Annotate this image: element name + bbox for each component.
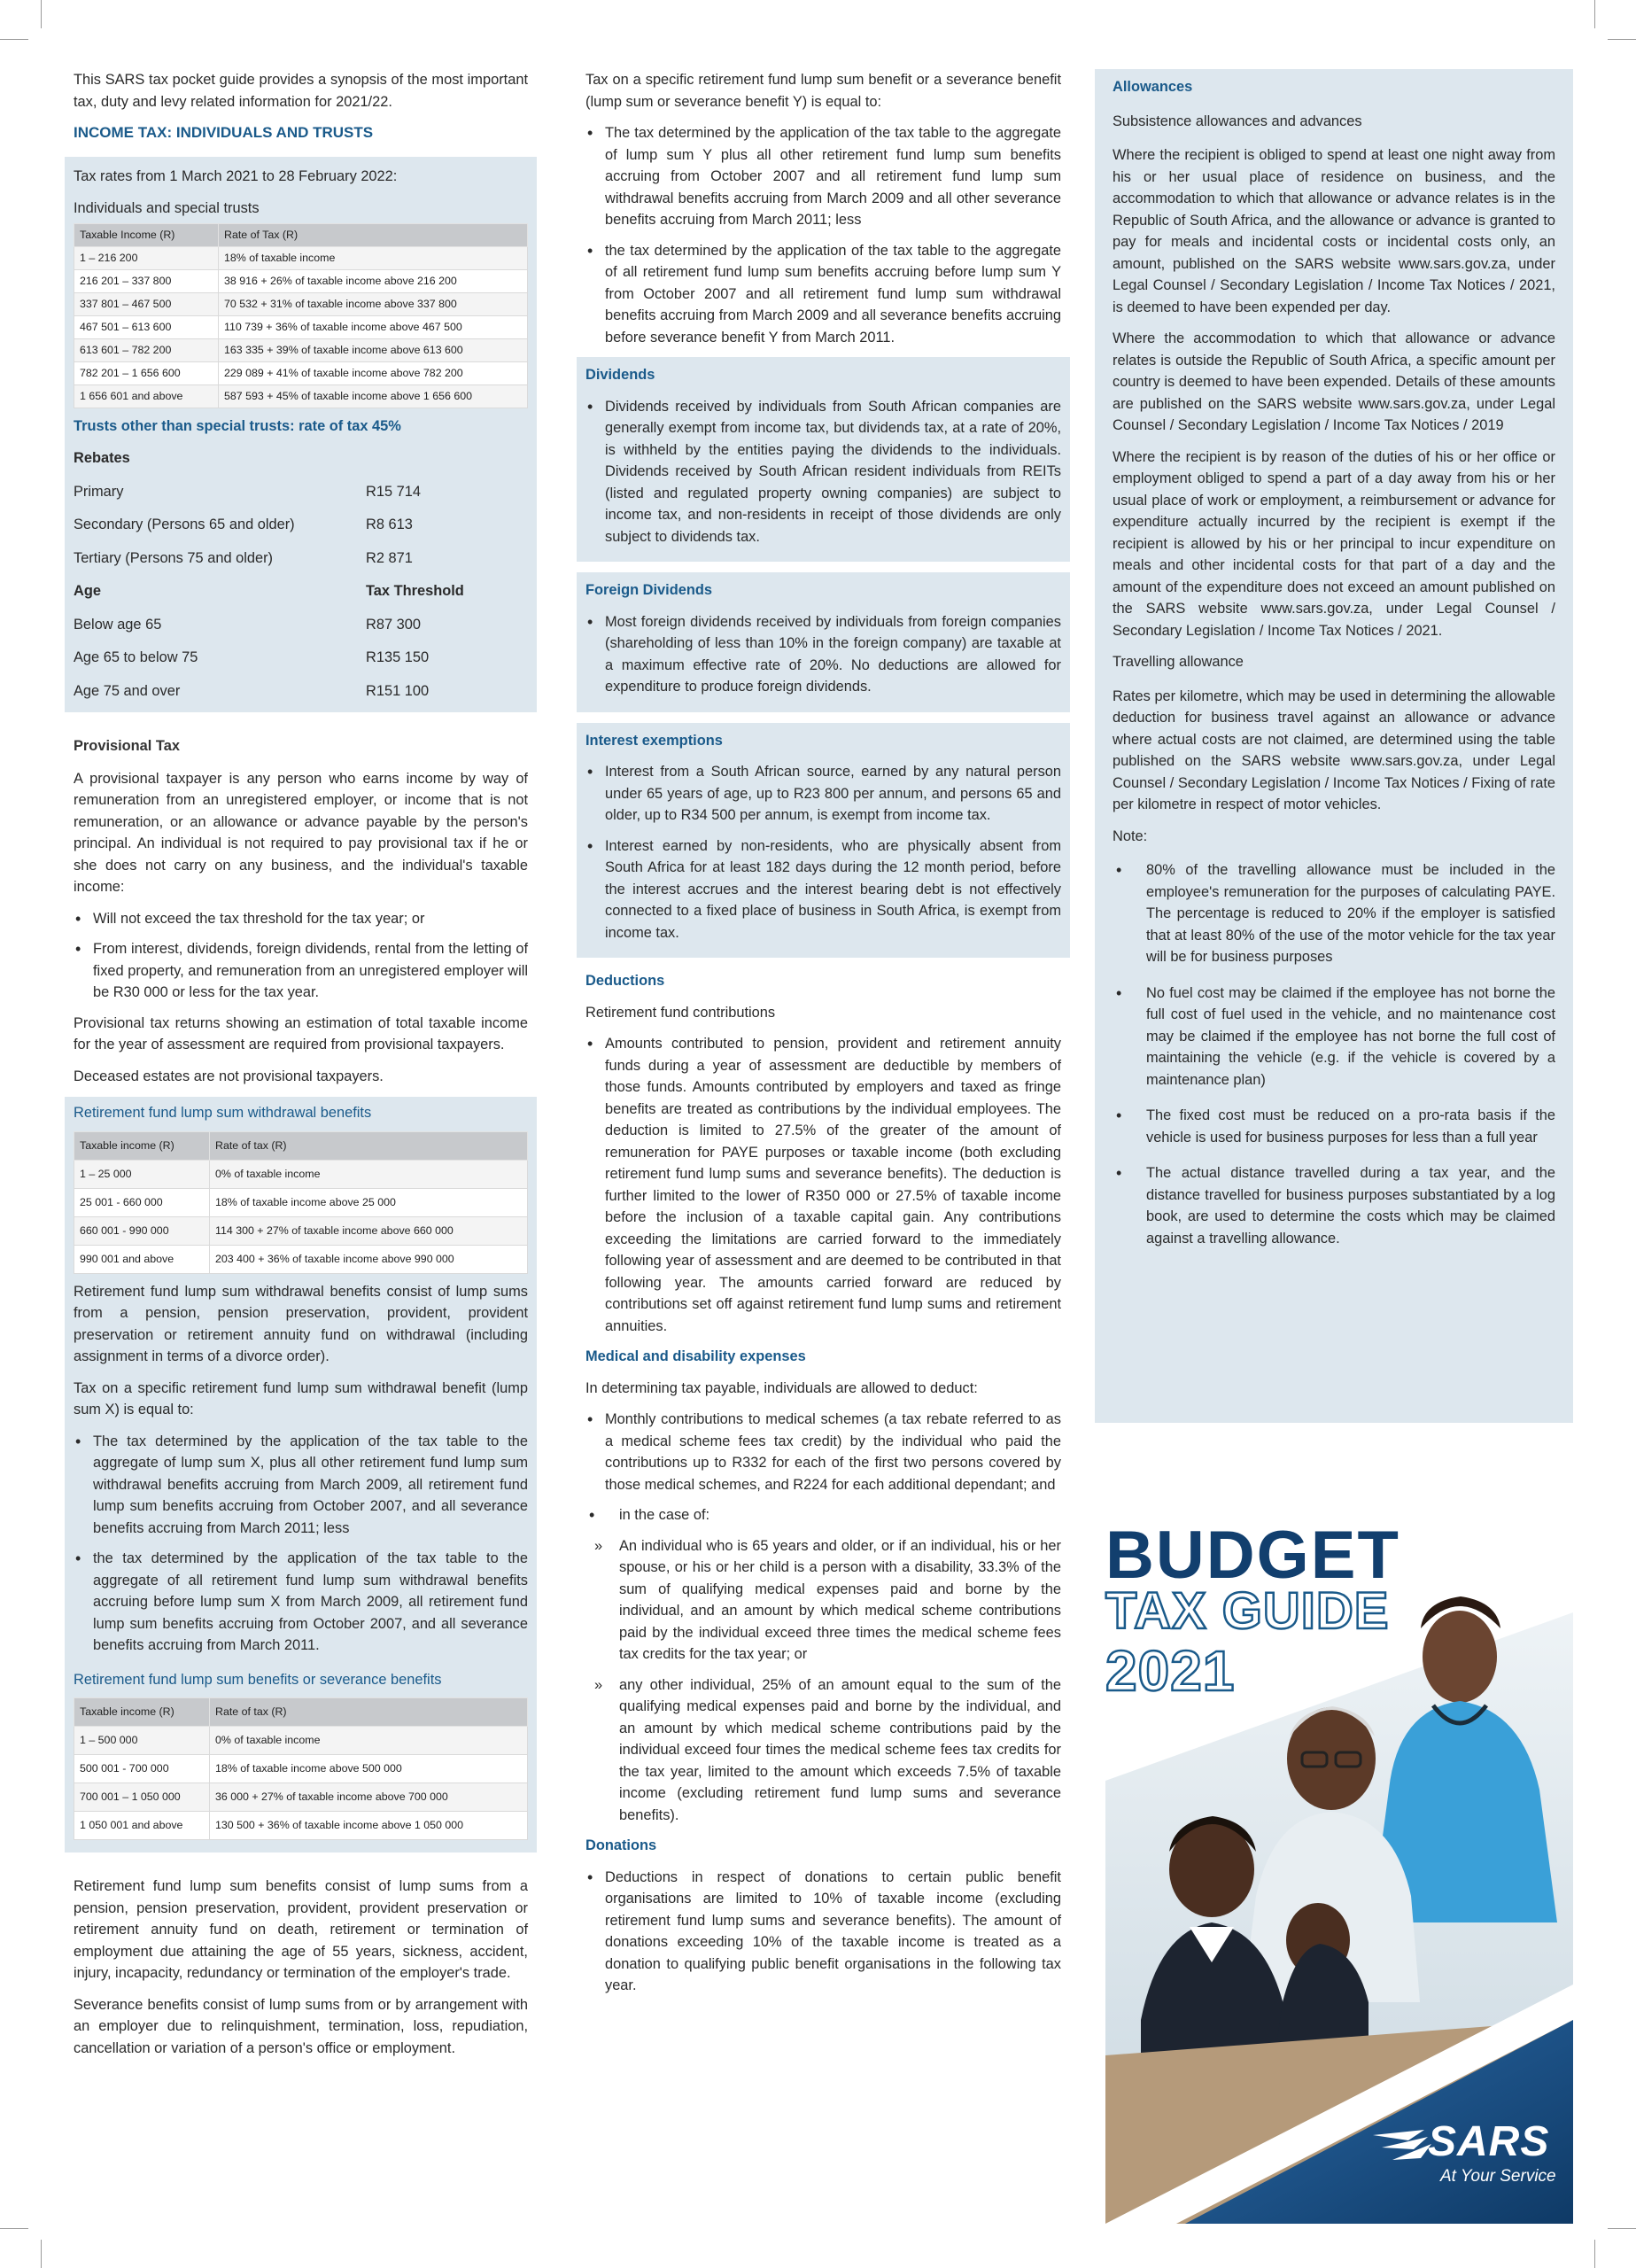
year-title: 2021 <box>1105 1639 1236 1703</box>
column-1 <box>74 69 528 2069</box>
table-cell: 0% of taxable income <box>210 1160 528 1188</box>
column-2 <box>585 69 1061 2006</box>
provisional-text: Provisional tax returns showing an estimation of total taxable income for the year of assessment are required from provisional taxpayers. <box>74 1014 528 1052</box>
medical-heading: Medical and disability expenses <box>585 1348 806 1364</box>
withdrawal-text: Retirement fund lump sum withdrawal benefits consist of lump sums from a pension, pension preservation, provident, provident preservation or retirement annuity fund on withdrawal (including assignment in terms of a divorce order). <box>74 1283 528 1364</box>
income-tax-heading: INCOME TAX: INDIVIDUALS AND TRUSTS <box>74 124 374 141</box>
interest-panel <box>577 723 1070 959</box>
withdrawal-list <box>74 1431 528 1657</box>
retirement-list <box>585 1033 1061 1337</box>
budget-title: BUDGET <box>1105 1518 1400 1593</box>
note-label: Note: <box>1113 827 1148 844</box>
list-item: • Dividends received by individuals from South African companies are generally exempt from income tax, but dividends tax, at a rate of 20%, is withheld by the entities paying the dividends to the individuals. Dividends received by South African resident individuals from REITs (listed and regulated property owning companies) are subject to income tax, and non-residents in receipt of those dividends are only subject to dividends tax. <box>585 396 1061 548</box>
individual-tax-table <box>74 223 528 408</box>
table-cell: 1 – 216 200 <box>74 246 219 269</box>
provisional-text: A provisional taxpayer is any person who earns income by way of remuneration from an unregistered employer, or income that is not remuneration, or an allowance or advance payable by the person's principal. An individual is not required to pay provisional tax if he or she does not carry on any business, and the individual's taxable income: <box>74 770 528 895</box>
list-item: • The tax determined by the application of the tax table to the aggregate of lump sum X, plus all other retirement fund lump sum withdrawal benefits accruing from March 2009, all retirement fund lump sum benefits accruing from October 2007, and all severance benefits accruing from March 2011; less <box>74 1431 528 1540</box>
table-row <box>74 1783 528 1812</box>
list-item: • The actual distance travelled during a tax year, and the distance travelled for business purposes substantiated by a log book, are used to determine the costs which may be claimed against a travelling allowance. <box>1113 1162 1555 1249</box>
withdrawal-heading: Retirement fund lump sum withdrawal benefits <box>74 1105 372 1121</box>
allowances-text: Rates per kilometre, which may be used in determining the allowable deduction for business travel against an allowance or advance where actual costs are not claimed, are determined using the table published on the SARS website www.sars.gov.za, under Legal Counsel / Secondary Legislation / Income Tax Notices / Fixing of rate per kilometre in respect of motor vehicles. <box>1113 687 1555 812</box>
rebate-row <box>74 514 528 536</box>
table-cell: 1 – 25 000 <box>74 1160 210 1188</box>
table-cell: 500 001 - 700 000 <box>74 1755 210 1783</box>
table-header: Taxable Income (R) <box>74 223 219 246</box>
threshold-value: R151 100 <box>366 682 430 699</box>
rebate-value: R15 714 <box>366 483 421 500</box>
table-cell: 660 001 - 990 000 <box>74 1216 210 1245</box>
crop-mark <box>1594 2240 1595 2268</box>
rebate-value: R2 871 <box>366 549 413 566</box>
table-cell: 36 000 + 27% of taxable income above 700 000 <box>210 1783 528 1812</box>
rates-period: Tax rates from 1 March 2021 to 28 February 2022: <box>74 167 398 184</box>
provisional-text: Deceased estates are not provisional taxpayers. <box>74 1068 384 1084</box>
medical-intro: In determining tax payable, individuals are allowed to deduct: <box>585 1379 978 1396</box>
retirement-contributions-label: Retirement fund contributions <box>585 1004 776 1021</box>
crop-mark <box>1594 0 1595 28</box>
allowances-heading: Allowances <box>1113 79 1193 95</box>
table-header: Taxable income (R) <box>74 1698 210 1727</box>
rebate-value: R8 613 <box>366 517 413 532</box>
allowances-panel <box>1095 69 1573 1423</box>
table-cell: 229 089 + 41% of taxable income above 782 200 <box>219 361 528 384</box>
intro-text: This SARS tax pocket guide provides a synopsis of the most important tax, duty and levy related information for 2021/22. <box>74 72 528 110</box>
list-item: • Deductions in respect of donations to certain public benefit organisations are limited to 10% of taxable income (excluding retirement fund lump sums and severance benefits). The amount of donations exceeding 10% of the taxable income is treated as a donation to qualifying public benefit organisations in the following tax year. <box>585 1867 1061 1997</box>
provisional-list <box>74 908 528 1004</box>
table-cell: 18% of taxable income <box>219 246 528 269</box>
table-row <box>74 338 528 361</box>
table-row <box>74 1755 528 1783</box>
threshold-value: R87 300 <box>366 616 421 633</box>
list-item: • the tax determined by the application of the tax table to the aggregate of all retirement fund lump sum withdrawal benefits accruing before lump sum X from March 2009, all retirement fund lump sum benefits accruing from October 2007, and all severance benefits accruing from March 2011. <box>74 1548 528 1657</box>
table-cell: 110 739 + 36% of taxable income above 467 500 <box>219 315 528 338</box>
table-cell: 203 400 + 36% of taxable income above 990 000 <box>210 1245 528 1273</box>
list-item: » An individual who is 65 years and older, or if an individual, his or her spouse, or his or her child is a person with a disability, 33.3% of the sum of qualifying medical expenses paid and borne by the individual, and an amount by which medical scheme contributions paid by the individual exceed three times the medical scheme fees tax credits for the tax year; or <box>585 1535 1061 1666</box>
crop-mark <box>41 2240 42 2268</box>
list-item: • Most foreign dividends received by individuals from foreign companies (shareholding of less than 10% in the foreign company) are taxable at a maximum effective rate of 20%. No deductions are allowed for expenditure to produce foreign dividends. <box>585 611 1061 698</box>
table-row <box>74 1188 528 1216</box>
table-cell: 25 001 - 660 000 <box>74 1188 210 1216</box>
list-item: • in the case of: <box>585 1504 1061 1526</box>
threshold-age: Age 65 to below 75 <box>74 649 198 665</box>
table-row <box>74 1160 528 1188</box>
table-header: Rate of tax (R) <box>210 1131 528 1160</box>
table-row <box>74 361 528 384</box>
table-header: Rate of tax (R) <box>210 1698 528 1727</box>
rebates-label: Rebates <box>74 450 130 466</box>
threshold-label: Tax Threshold <box>366 583 464 599</box>
lumpsum-text: Severance benefits consist of lump sums from or by arrangement with an employer due to relinquishment, termination, loss, repudiation, cancellation or variation of a person's office or employment. <box>74 1996 528 2056</box>
threshold-value: R135 150 <box>366 649 430 665</box>
list-item: • From interest, dividends, foreign dividends, rental from the letting of fixed property, and remuneration from an unregistered employer will be R30 000 or less for the tax year. <box>74 938 528 1004</box>
crop-mark <box>0 2228 28 2229</box>
individuals-subheading: Individuals and special trusts <box>74 200 260 216</box>
list-item: • Amounts contributed to pension, provident and retirement annuity funds during a year of assessment are deductible by members of those funds. Amounts contributed by employers and taxed as fringe benefits are treated as contributions by the individual employees. The deduction is limited to 27.5% of the greater of the amount of remuneration for PAYE purposes or taxable income (both excluding retirement fund lump sums and severance benefits). The deduction is further limited to the lower of R350 000 or 27.5% of taxable income before the inclusion of a taxable capital gain. Any contributions exceeding the limitations are carried forward to the immediately following year of assessment and are deemed to be contributed in that following year. The amounts carried forward are reduced by contributions set off against retirement fund lump sums and retirement annuities. <box>585 1033 1061 1337</box>
threshold-heading <box>74 580 528 602</box>
provisional-tax-heading: Provisional Tax <box>74 738 180 754</box>
severance-intro: Tax on a specific retirement fund lump sum benefit or a severance benefit (lump sum or severance benefit Y) is equal to: <box>585 72 1061 110</box>
lumpsum-heading: Retirement fund lump sum benefits or severance benefits <box>74 1671 442 1688</box>
list-item: • Interest from a South African source, earned by any natural person under 65 years of age, up to R23 800 per annum, and persons 65 and older, up to R34 500 per annum, is exempt from income tax. <box>585 761 1061 827</box>
threshold-row <box>74 647 528 669</box>
list-item: • Will not exceed the tax threshold for the tax year; or <box>74 908 528 930</box>
threshold-row <box>74 614 528 636</box>
list-item: • No fuel cost may be claimed if the employee has not borne the full cost of fuel used in the vehicle, and no maintenance cost may be claimed if the employee has not borne the full cost of maintaining the vehicle (e.g. if the vehicle is covered by a maintenance plan) <box>1113 983 1555 1091</box>
table-cell: 337 801 – 467 500 <box>74 292 219 315</box>
table-row <box>74 315 528 338</box>
tax-guide-title: TAX GUIDE <box>1105 1582 1390 1640</box>
list-item: • the tax determined by the application of the tax table to the aggregate of all retirement fund lump sum benefits accruing before lump sum Y from October 2007 and all retirement fund lump sum withdrawal benefits accruing from March 2009 and all severance benefits accruing before severance benefit Y from March 2011. <box>585 240 1061 349</box>
list-item: • Interest earned by non-residents, who are physically absent from South Africa for at least 182 days during the 12 month period, before the interest accrues and the interest bearing debt is not effectively connected to a fixed place of business in South Africa, is exempt from income tax. <box>585 835 1061 944</box>
allowances-text: Where the recipient is obliged to spend at least one night away from his or her usual place of residence on business, and the accommodation to which that allowance or advance relates is in the Republic of South Africa, and the allowance or advance is granted to pay for meals and incidental costs or incidental costs only, an amount, published on the SARS website www.sars.gov.za, under Legal Counsel / Secondary Legislation / Income Tax Notices / 2021, is deemed to have been expended per day. <box>1113 147 1555 315</box>
list-item: » any other individual, 25% of an amount equal to the sum of the qualifying medical expenses paid and borne by the individual, and an amount by which medical scheme contributions paid by the individual exceed four times the medical scheme fees tax credits for the tax year, limited to the amount which exceeds 7.5% of taxable income (excluding retirement fund lump sums and severance benefits). <box>585 1674 1061 1827</box>
list-item: • The tax determined by the application of the tax table to the aggregate of lump sum Y plus all other retirement fund lump sum benefits accruing from October 2007 and all retirement fund lump sum withdrawal benefits accruing from March 2009 and all other severance benefits accruing from March 2011; less <box>585 122 1061 231</box>
rebate-row <box>74 548 528 570</box>
table-cell: 613 601 – 782 200 <box>74 338 219 361</box>
crop-mark <box>1608 39 1636 40</box>
lumpsum-text: Retirement fund lump sum benefits consist of lump sums from a pension, pension preservation, provident, provident preservation or retirement annuity fund on death, retirement or termination of employment due attaining the age of 55 years, sickness, accident, injury, incapacity, redundancy or termination of the employer's trade. <box>74 1878 528 1981</box>
table-row <box>74 1812 528 1840</box>
donations-heading: Donations <box>585 1837 657 1853</box>
subsistence-heading: Subsistence allowances and advances <box>1113 113 1362 129</box>
list-item: • 80% of the travelling allowance must be included in the employee's remuneration for the purposes of calculating PAYE. The percentage is reduced to 20% if the employer is satisfied that at least 80% of the use of the motor vehicle for the tax year will be for business purposes <box>1113 859 1555 968</box>
rebate-row <box>74 481 528 503</box>
allowances-text: Where the recipient is by reason of the duties of his or her office or employment obliged to spend a part of a day away from his or her usual place of work or employment, a reimbursement or advance for expenditure actually incurred by the recipient is exempt if the recipient is allowed by his or her principal to incur expenditure on meals and other incidental costs for that part of a day and the amount of the expenditure does not exceed an amount published on the SARS website www.sars.gov.za, under Legal Counsel / Secondary Legislation / Income Tax Notices / 2021. <box>1113 448 1555 639</box>
table-row <box>74 269 528 292</box>
rebates-heading <box>74 447 528 470</box>
withdrawal-table <box>74 1131 528 1274</box>
table-row <box>74 292 528 315</box>
threshold-age: Age 75 and over <box>74 682 181 699</box>
medical-list <box>585 1409 1061 1495</box>
table-cell: 70 532 + 31% of taxable income above 337 800 <box>219 292 528 315</box>
lumpsum-table <box>74 1697 528 1840</box>
income-tax-panel <box>65 157 537 713</box>
table-cell: 163 335 + 39% of taxable income above 613 600 <box>219 338 528 361</box>
trusts-rate: Trusts other than special trusts: rate of tax 45% <box>74 417 401 434</box>
dividends-panel <box>577 357 1070 562</box>
crop-mark <box>0 39 28 40</box>
medical-list <box>585 1504 1061 1526</box>
table-row <box>74 384 528 408</box>
table-cell: 700 001 – 1 050 000 <box>74 1783 210 1812</box>
table-row <box>74 1216 528 1245</box>
table-header: Taxable income (R) <box>74 1131 210 1160</box>
table-cell: 782 201 – 1 656 600 <box>74 361 219 384</box>
medical-sublist <box>585 1535 1061 1827</box>
table-cell: 1 050 001 and above <box>74 1812 210 1840</box>
table-cell: 467 501 – 613 600 <box>74 315 219 338</box>
note-list <box>1113 859 1555 1249</box>
crop-mark <box>1608 2228 1636 2229</box>
table-cell: 587 593 + 45% of taxable income above 1 656 600 <box>219 384 528 408</box>
dividends-heading: Dividends <box>585 367 655 383</box>
age-label: Age <box>74 583 101 599</box>
table-cell: 130 500 + 36% of taxable income above 1 050 000 <box>210 1812 528 1840</box>
table-cell: 18% of taxable income above 500 000 <box>210 1755 528 1783</box>
table-cell: 0% of taxable income <box>210 1727 528 1755</box>
sars-wordmark: SARS <box>1428 2118 1550 2165</box>
allowances-text: Where the accommodation to which that allowance or advance relates is outside the Republic of South Africa, a specific amount per country is deemed to have been expended. Details of these amounts are published on the SARS website www.sars.gov.za, under Legal Counsel / Secondary Legislation / Income Tax Notices / 2019 <box>1113 330 1555 433</box>
table-row <box>74 1727 528 1755</box>
table-row <box>74 246 528 269</box>
table-cell: 38 916 + 26% of taxable income above 216 200 <box>219 269 528 292</box>
donations-list <box>585 1867 1061 1997</box>
threshold-age: Below age 65 <box>74 616 162 633</box>
table-cell: 1 656 601 and above <box>74 384 219 408</box>
rebate-label: Tertiary (Persons 75 and older) <box>74 549 274 566</box>
rebate-label: Primary <box>74 483 124 500</box>
sars-logo <box>1373 2117 1568 2197</box>
sars-tagline: At Your Service <box>1440 2167 1556 2186</box>
foreign-dividends-heading: Foreign Dividends <box>585 582 712 598</box>
travelling-heading: Travelling allowance <box>1113 654 1244 670</box>
rebate-label: Secondary (Persons 65 and older) <box>74 517 295 532</box>
deductions-heading: Deductions <box>585 973 665 989</box>
crop-mark <box>41 0 42 28</box>
dividends-list <box>585 396 1061 548</box>
table-cell: 114 300 + 27% of taxable income above 660 000 <box>210 1216 528 1245</box>
interest-list <box>585 761 1061 944</box>
foreign-dividends-panel <box>577 572 1070 712</box>
table-cell: 216 201 – 337 800 <box>74 269 219 292</box>
withdrawal-text: Tax on a specific retirement fund lump sum withdrawal benefit (lump sum X) is equal to: <box>74 1379 528 1418</box>
table-cell: 990 001 and above <box>74 1245 210 1273</box>
table-row <box>74 1245 528 1273</box>
list-item: • The fixed cost must be reduced on a pro-rata basis if the vehicle is used for business purposes for less than a full year <box>1113 1105 1555 1148</box>
severance-list <box>585 122 1061 348</box>
table-header: Rate of Tax (R) <box>219 223 528 246</box>
withdrawal-panel <box>65 1097 537 1852</box>
interest-heading: Interest exemptions <box>585 732 723 749</box>
table-cell: 1 – 500 000 <box>74 1727 210 1755</box>
threshold-row <box>74 680 528 703</box>
table-cell: 18% of taxable income above 25 000 <box>210 1188 528 1216</box>
list-item: • Monthly contributions to medical schemes (a tax rebate referred to as a medical scheme fees tax credit) by the individual who paid the contributions up to R332 for each of the first two persons covered by those medical schemes, and R224 for each additional dependant; and <box>585 1409 1061 1495</box>
foreign-dividends-list <box>585 611 1061 698</box>
